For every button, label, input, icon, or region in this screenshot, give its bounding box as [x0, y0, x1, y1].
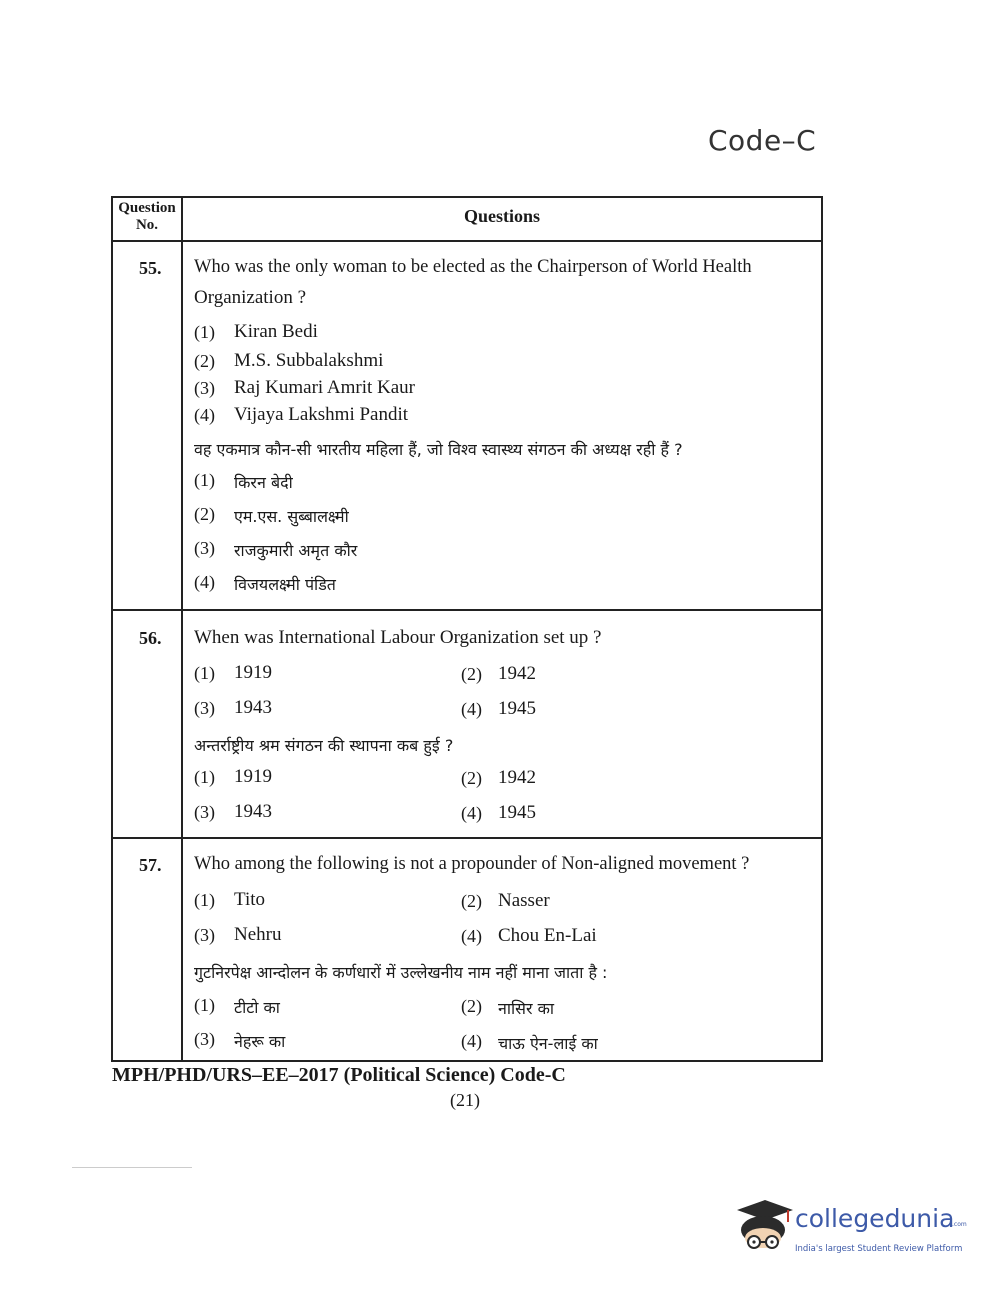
- option-text: M.S. Subbalakshmi: [234, 350, 384, 371]
- question-table: [111, 196, 823, 1062]
- option-number: (1): [194, 322, 215, 342]
- option-text: Kiran Bedi: [234, 321, 318, 342]
- option-number: (2): [461, 768, 482, 788]
- question-text: Organization ?: [194, 287, 307, 308]
- option-number: (1): [194, 470, 215, 490]
- option-text: 1943: [234, 697, 272, 718]
- question-text: Who among the following is not a propounder of Non-aligned movement ?: [194, 854, 750, 874]
- option-number: (4): [461, 926, 482, 946]
- option-text: 1943: [234, 801, 272, 822]
- option-text: नासिर का: [498, 999, 555, 1018]
- option-number: (1): [194, 663, 215, 683]
- option-number: (2): [461, 996, 482, 1016]
- option-text: टीटो का: [234, 998, 280, 1017]
- question-number: 57.: [139, 855, 162, 875]
- hindi-question-text: वह एकमात्र कौन-सी भारतीय महिला हैं, जो विश्व स्वास्थ्य संगठन की अध्यक्ष रही हैं ?: [194, 440, 683, 459]
- brand-suffix: .com: [952, 1221, 967, 1228]
- question-text: When was International Labour Organization set up ?: [194, 627, 602, 648]
- option-number: (1): [194, 767, 215, 787]
- option-number: (2): [461, 891, 482, 911]
- option-text: 1942: [498, 767, 536, 788]
- hindi-question-text: अन्तर्राष्ट्रीय श्रम संगठन की स्थापना कब हुई ?: [194, 736, 454, 755]
- code-label: Code–C: [708, 124, 817, 157]
- row-divider: [113, 609, 821, 611]
- option-number: (4): [461, 1031, 482, 1051]
- column-divider: [181, 198, 183, 1060]
- row-divider: [113, 837, 821, 839]
- option-number: (3): [194, 378, 215, 398]
- option-text: विजयलक्ष्मी पंडित: [234, 575, 336, 594]
- option-text: Nehru: [234, 924, 282, 945]
- scan-artifact-line: [72, 1167, 192, 1168]
- option-number: (4): [461, 699, 482, 719]
- option-text: चाऊ ऐन-लाई का: [498, 1034, 598, 1053]
- option-text: एम.एस. सुब्बालक्ष्मी: [234, 507, 349, 526]
- header-questions: Questions: [463, 206, 541, 226]
- header-divider: [113, 240, 821, 242]
- option-number: (1): [194, 890, 215, 910]
- page-number: (21): [450, 1090, 480, 1110]
- header-question-no: Question No.: [118, 200, 176, 233]
- option-text: राजकुमारी अमृत कौर: [234, 541, 358, 560]
- option-number: (3): [194, 1029, 215, 1049]
- option-text: Nasser: [498, 890, 550, 911]
- option-text: नेहरू का: [234, 1032, 286, 1051]
- option-number: (2): [461, 664, 482, 684]
- question-text: Who was the only woman to be elected as the Chairperson of World Health: [194, 257, 752, 277]
- option-number: (2): [194, 351, 215, 371]
- option-text: Tito: [234, 889, 265, 910]
- option-text: 1919: [234, 662, 272, 683]
- question-number: 55.: [139, 258, 162, 278]
- hindi-question-text: गुटनिरपेक्ष आन्दोलन के कर्णधारों में उल्लेखनीय नाम नहीं माना जाता है :: [194, 963, 608, 982]
- option-text: 1945: [498, 802, 536, 823]
- option-number: (3): [194, 802, 215, 822]
- option-text: 1919: [234, 766, 272, 787]
- option-text: 1942: [498, 663, 536, 684]
- option-text: किरन बेदी: [234, 473, 293, 492]
- option-number: (3): [194, 698, 215, 718]
- brand-tagline: India's largest Student Review Platform: [795, 1244, 963, 1254]
- footer-exam-code: MPH/PHD/URS–EE–2017 (Political Science) Code-C: [112, 1064, 566, 1086]
- brand-name: collegedunia: [795, 1204, 955, 1233]
- option-text: Vijaya Lakshmi Pandit: [234, 404, 409, 425]
- option-text: 1945: [498, 698, 536, 719]
- option-number: (3): [194, 925, 215, 945]
- option-text: Raj Kumari Amrit Kaur: [234, 377, 415, 398]
- option-number: (4): [194, 405, 215, 425]
- option-number: (4): [194, 572, 215, 592]
- option-number: (1): [194, 995, 215, 1015]
- option-number: (2): [194, 504, 215, 524]
- option-text: Chou En-Lai: [498, 925, 597, 946]
- option-number: (3): [194, 538, 215, 558]
- option-number: (4): [461, 803, 482, 823]
- question-number: 56.: [139, 628, 162, 648]
